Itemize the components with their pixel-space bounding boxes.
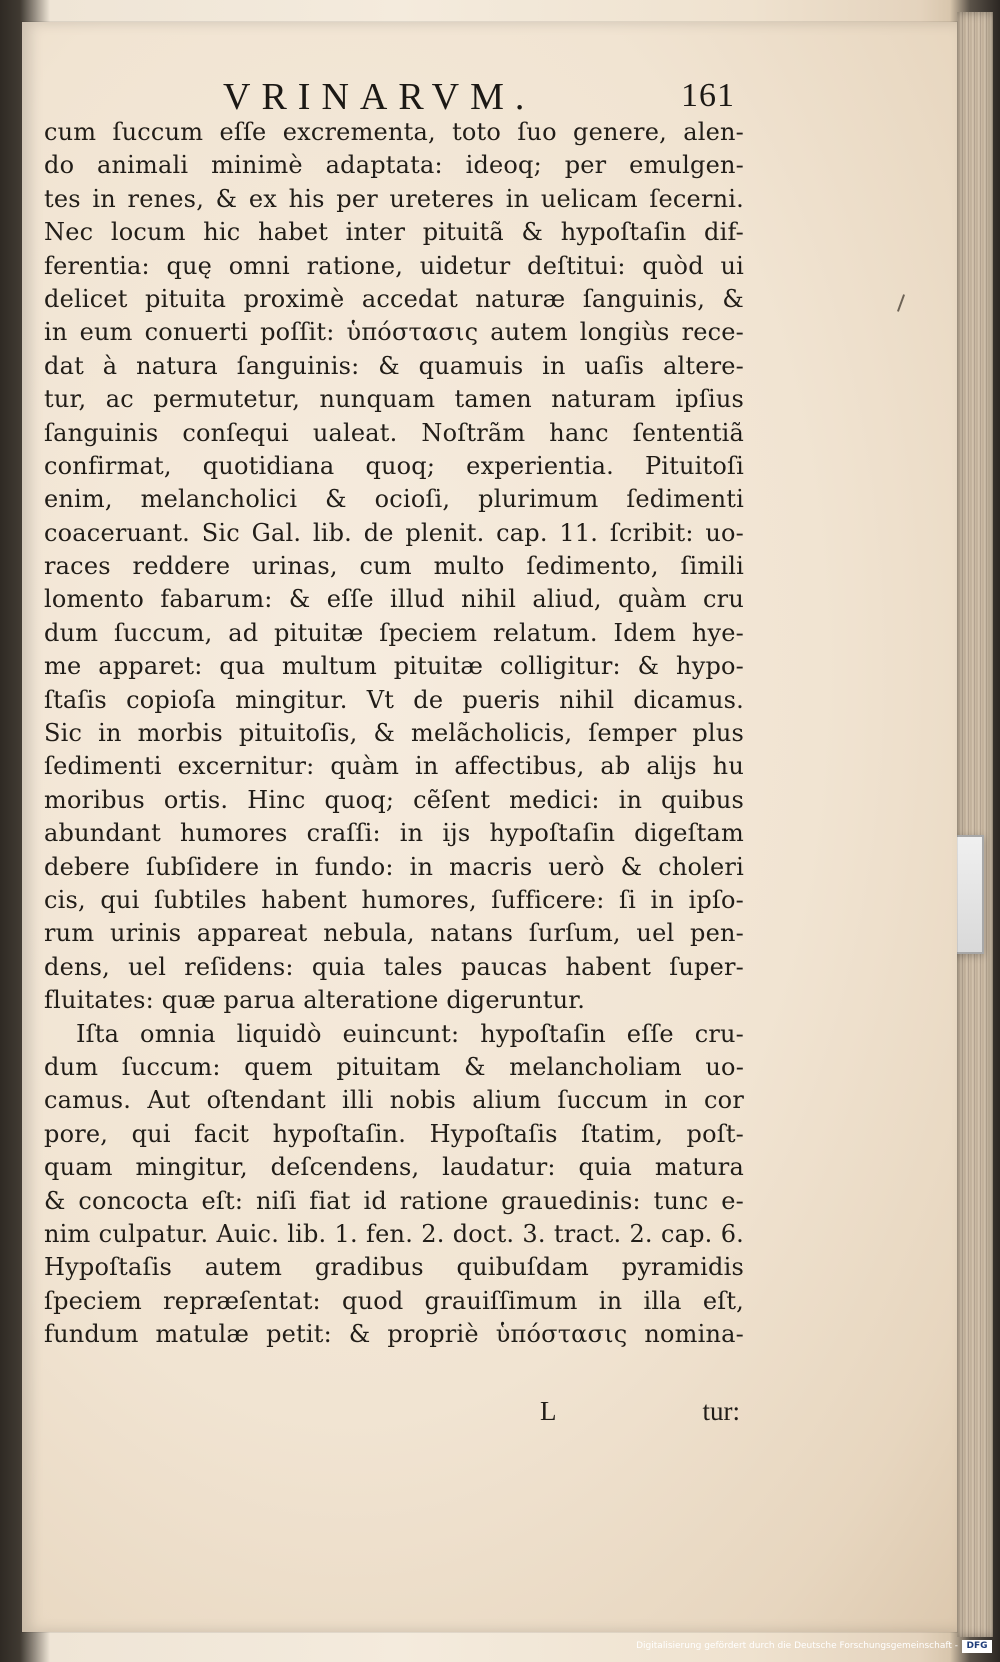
text-line: debere ſubſidere in fundo: in macris uerò & choleri [44, 852, 744, 881]
text-line: Sic in morbis pituitoſis, & melãcholicis, ſemper plus [44, 719, 744, 748]
credit-text: Digitalisierung gefördert durch die Deutsche Forschungsgemeinschaft - [636, 1641, 958, 1651]
digitization-credit [636, 1636, 992, 1656]
text-line: pore, qui facit hypoſtaſin. Hypoſtaſis ſtatim, poſt- [44, 1119, 744, 1148]
page-number: 161 [681, 77, 735, 114]
text-line: cis, qui ſubtiles habent humores, ſufficere: ſi in ipſo- [44, 885, 744, 914]
text-line: tur, ac permutetur, nunquam tamen naturam ipſius [44, 385, 744, 414]
text-line: delicet pituita proximè accedat naturæ ſanguinis, & [44, 284, 744, 313]
text-line: coaceruant. Sic Gal. lib. de plenit. cap. 11. ſcribit: uo- [44, 518, 744, 547]
catchword: tur: [702, 1396, 740, 1426]
text-line: nim culpatur. Auic. lib. 1. fen. 2. doct. 3. tract. 2. cap. 6. [44, 1219, 744, 1248]
text-line: ſanguinis conſequi ualeat. Noſtrãm hanc ſententiã [44, 418, 744, 447]
page-header [175, 75, 735, 118]
text-line: Hypoſtaſis autem gradibus quibuſdam pyramidis [44, 1253, 744, 1282]
text-line: fluitates: quæ parua alteratione digeruntur. [44, 986, 586, 1015]
text-line: in eum conuerti poſſit: ὑπόστασις autem longiùs rece- [44, 318, 744, 347]
text-line: enim, melancholici & ocioſi, plurimum ſedimenti [44, 485, 744, 514]
body-text [44, 116, 744, 1351]
text-line: cum ſuccum eſſe excrementa, toto ſuo genere, alen- [44, 118, 744, 146]
signature-mark: L [540, 1396, 557, 1426]
text-line: moribus ortis. Hinc quoq; cẽſent medici: in quibus [44, 785, 744, 814]
text-line: tes in renes, & ex his per ureteres in uelicam ſecerni. [44, 184, 744, 213]
text-line: abundant humores craſſi: in ijs hypoſtaſin digeſtam [44, 819, 744, 848]
text-line: me apparet: qua multum pituitæ colligitur: & hypo- [44, 652, 744, 681]
text-line: Iſta omnia liquidò euincunt: hypoſtaſin eſſe cru- [76, 1019, 744, 1048]
text-line: dum ſuccum: quem pituitam & melancholiam uo- [44, 1052, 744, 1081]
text-line: ſpeciem repræſentat: quod grauiſſimum in illa eſt, [44, 1286, 744, 1315]
text-line: fundum matulæ petit: & propriè ὑπόστασις nomina- [44, 1320, 744, 1349]
text-line: rum urinis appareat nebula, natans ſurſum, uel pen- [44, 919, 744, 948]
text-line: Nec locum hic habet inter pituitã & hypoſtaſin dif- [44, 218, 744, 247]
text-line: lomento fabarum: & eſſe illud nihil aliud, quàm cru [44, 585, 744, 614]
text-line: ferentia: quę omni ratione, uidetur deſtitui: quòd ui [44, 251, 744, 280]
text-line: & concocta eſt: niſi fiat id ratione grauedinis: tunc e- [44, 1186, 744, 1215]
text-line: confirmat, quotidiana quoq; experientia. Pituitoſi [44, 451, 744, 480]
text-line: races reddere urinas, cum multo ſedimento, ſimili [44, 552, 744, 581]
running-title: VRINARVM. [223, 76, 536, 118]
text-line: quam mingitur, deſcendens, laudatur: quia matura [44, 1153, 744, 1182]
text-line: dum ſuccum, ad pituitæ ſpeciem relatum. Idem hye- [44, 618, 744, 647]
text-line: do animali minimè adaptata: ideoq; per emulgen- [44, 151, 744, 180]
text-line: ſedimenti excernitur: quàm in affectibus, ab alijs hu [44, 752, 744, 781]
dfg-logo-icon: DFG [962, 1640, 992, 1653]
page-footer [540, 1396, 740, 1430]
text-line: camus. Aut oſtendant illi nobis alium ſuccum in cor [44, 1086, 744, 1115]
text-line: ſtaſis copioſa mingitur. Vt de pueris nihil dicamus. [44, 685, 744, 714]
text-line: dat à natura ſanguinis: & quamuis in uaſis altere- [44, 351, 744, 380]
page-edges [957, 12, 993, 1637]
text-line: dens, uel reſidens: quia tales paucas habent ſuper- [44, 952, 744, 981]
